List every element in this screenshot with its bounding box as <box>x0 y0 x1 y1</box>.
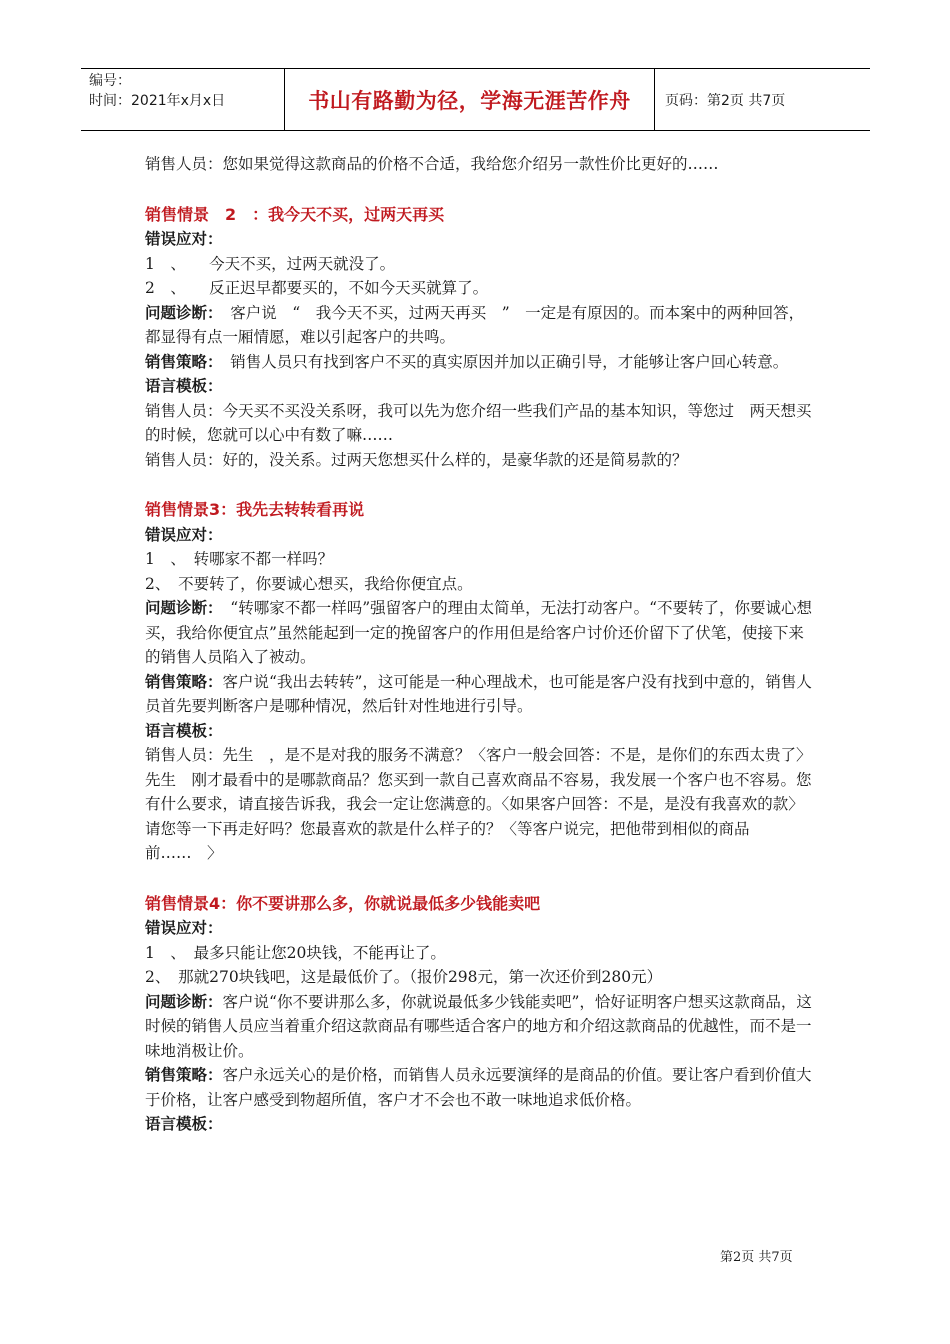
strategy-label: 销售策略： <box>145 352 215 371</box>
diagnosis-paragraph <box>145 990 815 1064</box>
wrong-item: 1 、 转哪家不都一样吗？ <box>145 550 334 568</box>
scenario-3 <box>145 498 815 866</box>
strategy-text: 客户永远关心的是价格，而销售人员永远要演绎的是商品的价值。要让客户看到价值大于价格，让客户感受到物超所值，客户才不会也不敢一味地追求低价格。 <box>145 1066 812 1109</box>
template-label: 语言模板： <box>145 377 223 395</box>
wrong-label: 错误应对： <box>145 230 223 248</box>
scenario-2 <box>145 203 815 473</box>
wrong-item: 1 、 今天不买，过两天就没了。 <box>145 254 396 273</box>
scenario-4 <box>145 892 815 1137</box>
diagnosis-paragraph <box>145 596 815 670</box>
wrong-item: 2、 那就270块钱吧，这是最低价了。（报价298元，第一次还价到280元） <box>145 968 663 986</box>
strategy-paragraph <box>145 350 815 375</box>
scenario-title: 销售情景4：你不要讲那么多，你就说最低多少钱能卖吧 <box>145 893 541 913</box>
template-text: 销售人员：今天买不买没关系呀，我可以先为您介绍一些我们产品的基本知识，等您过 两天想买的时候，您就可以心中有数了嘛…… <box>145 401 812 444</box>
diagnosis-text: “转哪家不都一样吗”强留客户的理由太简单，无法打动客户。“不要转了，你要诚心想买，我给你便宜点”虽然能起到一定的挽留客户的作用但是给客户讨价还价留下了伏笔，使接下来的销售人员陷入了被动。 <box>145 599 813 666</box>
template-label: 语言模板： <box>145 721 223 740</box>
diagnosis-paragraph <box>145 301 815 350</box>
page-header <box>81 68 870 131</box>
page-footer: 第2页 共7页 <box>720 1250 793 1265</box>
diagnosis-label: 问题诊断： <box>145 992 223 1011</box>
document-body <box>145 152 815 1137</box>
strategy-label: 销售策略： <box>145 672 223 691</box>
serial-label: 编号： <box>89 73 131 89</box>
template-text: 销售人员：好的，没关系。过两天您想买什么样的，是豪华款的还是简易款的？ <box>145 450 688 469</box>
header-meta <box>81 69 284 130</box>
diagnosis-text: 客户说 “ 我今天不买，过两天再买 ” 一定是有原因的。而本案中的两种回答，都显得有点一厢情愿，难以引起客户的共鸣。 <box>145 303 805 346</box>
strategy-text: 销售人员只有找到客户不买的真实原因并加以正确引导，才能够让客户回心转意。 <box>214 352 789 371</box>
strategy-text: 客户说“我出去转转”，这可能是一种心理战术，也可能是客户没有找到中意的，销售人员首先要判断客户是哪种情况，然后针对性地进行引导。 <box>145 672 812 715</box>
strategy-label: 销售策略： <box>145 1066 223 1084</box>
diagnosis-label: 问题诊断： <box>145 303 215 322</box>
header-motto: 书山有路勤为径，学海无涯苦作舟 <box>284 69 655 130</box>
template-label: 语言模板： <box>145 1115 223 1133</box>
template-text: 销售人员：先生 ，是不是对我的服务不满意？〈客户一般会回答：不是，是你们的东西太贵了〉 先生 刚才最看中的是哪款商品？您买到一款自己喜欢商品不容易，我发展一个客户也不容易。您有什么要求，请直接告诉我，我会一定让您满意的。〈如果客户回答：不是，是没有我喜欢的款〉请您等一下再走好吗？您最喜欢的款是什么样子的？〈等客户说完，把他带到相似的商品前…… 〉 <box>145 746 812 862</box>
date-label: 时间：2021年x月x日 <box>89 93 226 109</box>
wrong-label: 错误应对： <box>145 919 223 937</box>
scenario-title: 销售情景3：我先去转转看再说 <box>145 500 365 519</box>
strategy-paragraph <box>145 670 815 719</box>
scenario-title: 销售情景 2 ：我今天不买，过两天再买 <box>145 204 445 224</box>
wrong-item: 1 、 最多只能让您20块钱，不能再让了。 <box>145 943 446 962</box>
wrong-label: 错误应对： <box>145 525 223 544</box>
diagnosis-text: 客户说“你不要讲那么多，你就说最低多少钱能卖吧”，恰好证明客户想买这款商品，这时候的销售人员应当着重介绍这款商品有哪些适合客户的地方和介绍这款商品的优越性，而不是一味地消极让价。 <box>145 992 812 1060</box>
intro-line: 销售人员：您如果觉得这款商品的价格不合适，我给您介绍另一款性价比更好的…… <box>145 155 719 173</box>
wrong-item: 2、 不要转了，你要诚心想买，我给你便宜点。 <box>145 574 473 593</box>
header-page-info: 页码：第2页 共7页 <box>665 92 786 109</box>
strategy-paragraph <box>145 1063 815 1112</box>
diagnosis-label: 问题诊断： <box>145 599 215 617</box>
wrong-item: 2 、 反正迟早都要买的，不如今天买就算了。 <box>145 279 489 297</box>
